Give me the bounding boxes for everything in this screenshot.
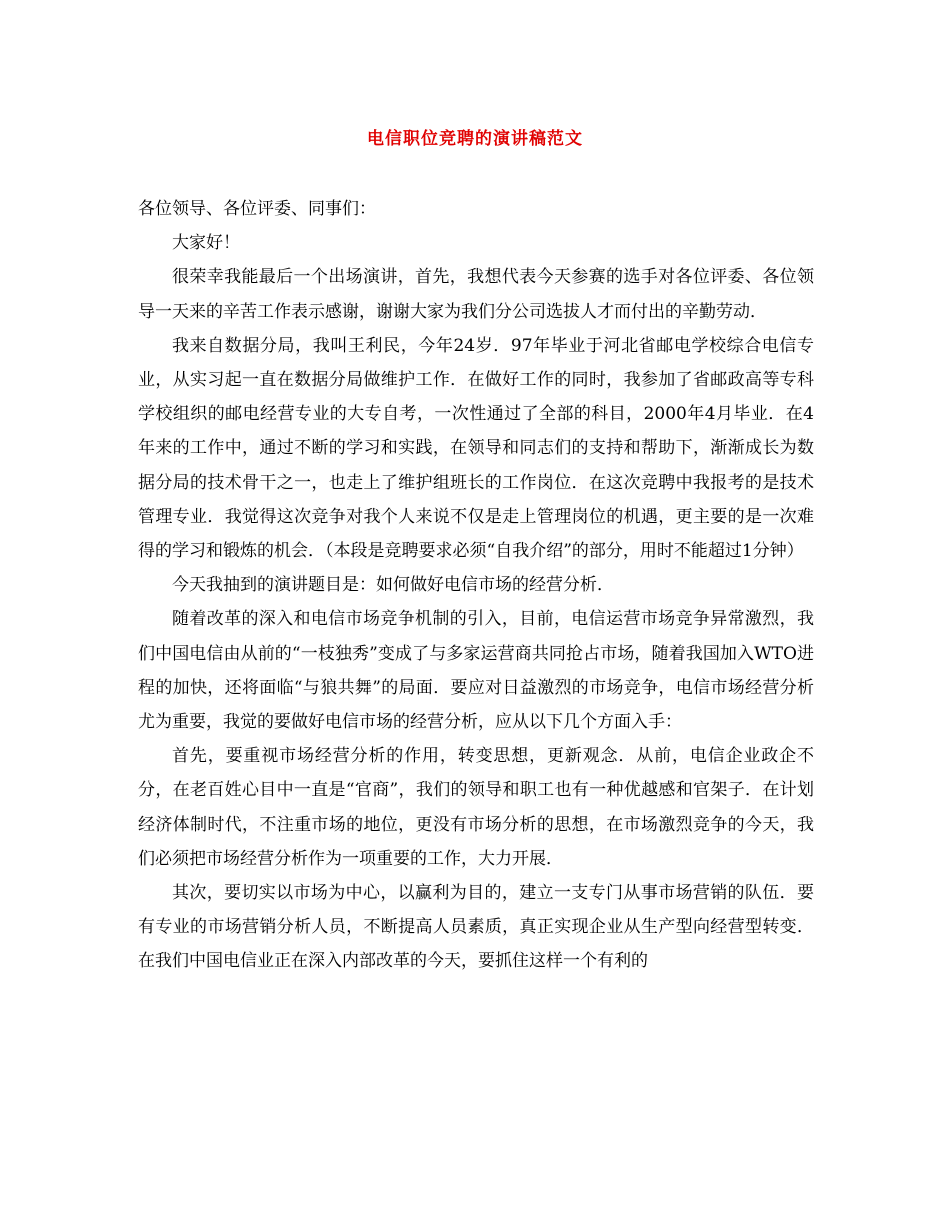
paragraph-self-introduction: 我来自数据分局，我叫王利民，今年24岁．97年毕业于河北省邮电学校综合电信专业，从实习起一直在数据分局做维护工作．在做好工作的同时，我参加了省邮政高等专科学校组织的邮电经营专业的大专自考，一次性通过了全部的科目，2000年4月毕业．在4年来的工作中，通过不断的学习和实践，在领导和同志们的支持和帮助下，渐渐成长为数据分局的技术骨干之一，也走上了维护组班长的工作岗位．在这次竞聘中我报考的是技术管理专业．我觉得这次竞争对我个人来说不仅是走上管理岗位的机遇，更主要的是一次难得的学习和锻炼的机会．（本段是竞聘要求必须“自我介绍”的部分，用时不能超过1分钟） — [138, 335, 814, 562]
paragraph-market-background: 随着改革的深入和电信市场竞争机制的引入，目前，电信运营市场竞争异常激烈，我们中国电信由从前的“一枝独秀”变成了与多家运营商共同抢占市场，随着我国加入WTO进程的加快，还将面临“与狼共舞”的局面．要应对日益激烈的市场竞争，电信市场经营分析尤为重要，我觉的要做好电信市场的经营分析，应从以下几个方面入手： — [138, 609, 814, 733]
paragraph-thanks: 很荣幸我能最后一个出场演讲，首先，我想代表今天参赛的选手对各位评委、各位领导一天来的辛苦工作表示感谢，谢谢大家为我们分公司选拔人才而付出的辛勤劳动． — [138, 267, 814, 322]
paragraph-greeting: 大家好！ — [172, 233, 240, 254]
document-title: 电信职位竞聘的演讲稿范文 — [367, 129, 583, 149]
salutation: 各位领导、各位评委、同事们： — [138, 199, 376, 219]
paragraph-second-point: 其次，要切实以市场为中心，以赢利为目的，建立一支专门从事市场营销的队伍．要有专业的市场营销分析人员，不断提高人员素质，真正实现企业从生产型向经营型转变．在我们中国电信业正在深入内部改革的今天，要抓住这样一个有利的 — [138, 883, 814, 972]
document-body — [138, 192, 814, 979]
paragraph-topic: 今天我抽到的演讲题目是：如何做好电信市场的经营分析． — [172, 575, 614, 596]
paragraph-first-point: 首先，要重视市场经营分析的作用，转变思想，更新观念．从前，电信企业政企不分，在老百姓心目中一直是“官商”，我们的领导和职工也有一种优越感和官架子．在计划经济体制时代，不注重市场的地位，更没有市场分析的思想，在市场激烈竞争的今天，我们必须把市场经营分析作为一项重要的工作，大力开展． — [138, 746, 814, 869]
